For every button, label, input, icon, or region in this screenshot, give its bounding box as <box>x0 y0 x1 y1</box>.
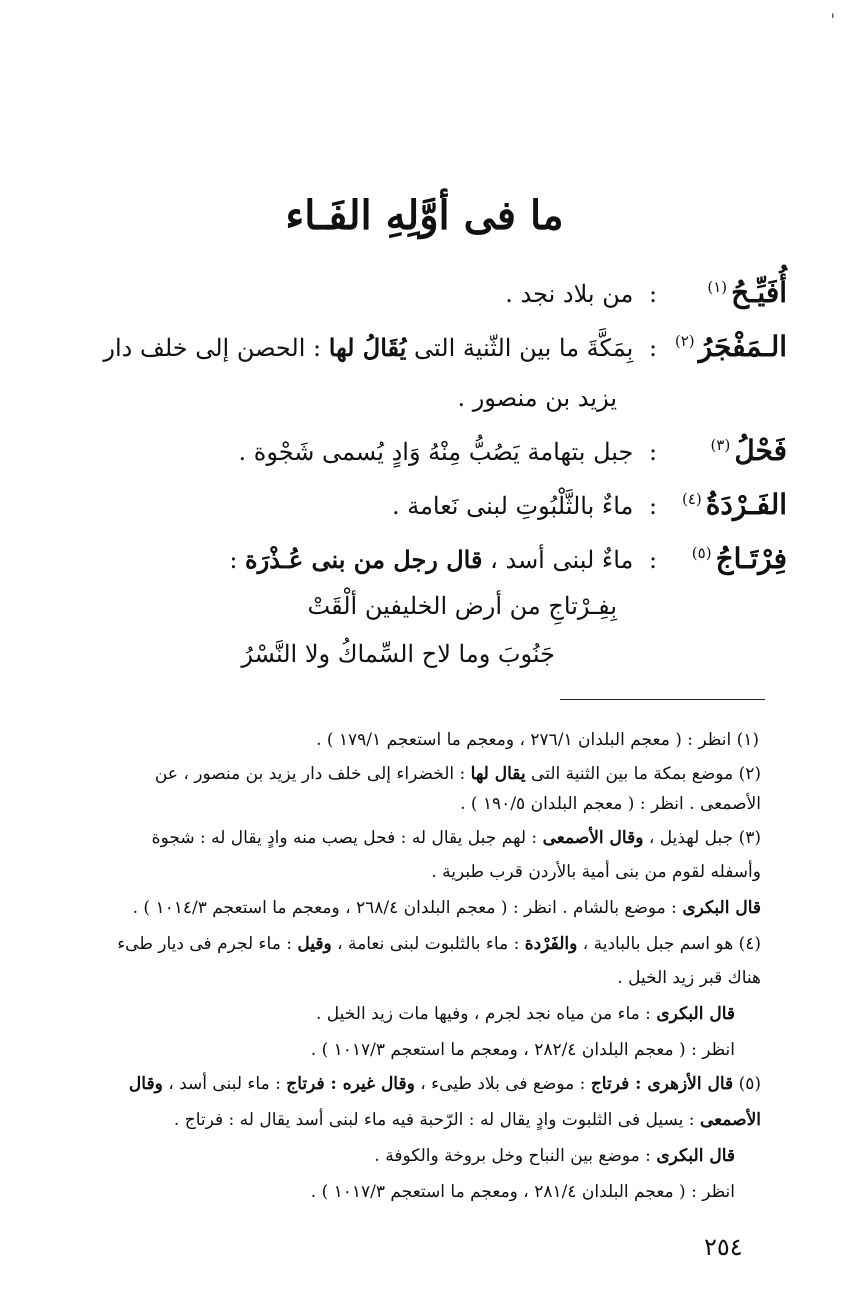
footnote-4-ref: انظر : ( معجم البلدان ٢٨٢/٤ ، ومعجم ما استعجم ١٠١٧/٣ ) . <box>310 1040 735 1060</box>
footnote-ref: (١) <box>707 277 728 296</box>
entry-firtaj <box>57 542 787 575</box>
entry-headword: أُفَيِّـحُ$^{(١)}$ <box>707 276 787 309</box>
footnote-5-bakri: قال البكرى : موضع بين النباح وخل بروخة والكوفة . <box>374 1146 735 1166</box>
footnote-ref: (٢) <box>674 331 695 350</box>
footnote-ref: (٤) <box>681 489 702 508</box>
entry-headword: فِرْتَـاجُ$^{(٥)}$ <box>691 542 787 575</box>
footnote-5: (٥) قال الأزهرى : فرتاج : موضع فى بلاد طيىء ، وقال غيره : فرتاج : ماء لبنى أسد ، وقال <box>128 1074 761 1094</box>
footnote-2-cont: الأصمعى . انظر : ( معجم البلدان ١٩٠/٥ ) . <box>460 794 761 814</box>
entry-text: ماءٌ لبنى أسد ، <box>482 546 634 574</box>
entry-colon: : <box>648 438 658 466</box>
entry-colon: : <box>648 492 658 520</box>
verse-line-1: بِفِـرْتاجِ من أرض الخليفين ألْقَتْ <box>307 592 617 620</box>
footnote-ref: (٣) <box>710 435 731 454</box>
footnote-4-bakri: قال البكرى : ماء من مياه نجد لجرم ، وفيها مات زيد الخيل . <box>315 1004 735 1024</box>
entry-headword: فَحْلُ$^{(٣)}$ <box>710 434 787 467</box>
footnote-5-asmai: الأصمعى : يسيل فى الثلبوت وادٍ يقال له : الرّحبة فيه ماء لبنى أسد يقال له : فرتاج . <box>173 1110 761 1130</box>
footnote-2: (٢) موضع بمكة ما بين الثنية التى يقال لها : الخضراء إلى خلف دار يزيد بن منصور ، عن <box>154 764 761 784</box>
entry-text: من بلاد نجد . <box>505 280 634 308</box>
footnote-3-bakri: قال البكرى : موضع بالشام . انظر : ( معجم البلدان ٢٦٨/٤ ، ومعجم ما استعجم ١٠١٤/٣ ) . <box>132 898 761 918</box>
section-title: ما فى أوَّلِهِ الفَـاء <box>285 192 564 239</box>
footnote-5-ref: انظر : ( معجم البلدان ٢٨١/٤ ، ومعجم ما استعجم ١٠١٧/٣ ) . <box>310 1182 735 1202</box>
entry-continuation: يزيد بن منصور . <box>457 384 617 412</box>
entry-text: جبل بتهامة يَصُبُّ مِنْهُ وَادٍ يُسمى شَجْوة . <box>238 438 634 466</box>
footnote-3-cont: وأسفله لقوم من بنى أمية بالأردن قرب طبرية . <box>431 862 761 882</box>
entry-text: ماءٌ بالثَّلْبُوتِ لبنى نَعامة . <box>391 492 634 520</box>
entry-alfarda <box>57 488 787 521</box>
footnote-4: (٤) هو اسم جبل بالبادية ، والفَرْدة : ماء بالثلبوت لبنى نعامة ، وقيل : ماء لجرم فى ديار طىء <box>117 934 761 954</box>
footnote-separator <box>560 699 765 700</box>
entry-headword: الفَـرْدَةُ$^{(٤)}$ <box>681 488 787 521</box>
corner-mark: ' <box>830 10 835 29</box>
entry-ufayyih <box>57 276 787 309</box>
entry-text: : الحصن إلى خلف دار <box>103 334 329 362</box>
footnote-4-cont: هناك قبر زيد الخيل . <box>617 968 761 988</box>
entry-fahl <box>57 434 787 467</box>
entry-colon: : <box>648 280 658 308</box>
footnote-3: (٣) جبل لهذيل ، وقال الأصمعى : لهم جبل يقال له : فحل يصب منه وادٍ يقال له : شجوة <box>151 828 761 848</box>
verse-line-2: جَنُوبَ وما لاح السِّماكُ ولا النَّسْرُ <box>241 640 555 668</box>
entry-text-bold: قال رجل من بنى عُـذْرَة <box>245 545 483 574</box>
footnote-ref: (٥) <box>691 543 712 562</box>
entry-colon: : <box>648 334 658 362</box>
footnote-1: (١) انظر : ( معجم البلدان ٢٧٦/١ ، ومعجم ما استعجم ١٧٩/١ ) . <box>316 730 759 750</box>
entry-text: : <box>229 546 246 574</box>
page-number: ٢٥٤ <box>704 1233 743 1261</box>
entry-headword: الـمَفْجَرُ$^{(٢)}$ <box>674 330 787 363</box>
entry-almafjar <box>57 330 787 363</box>
entry-text: بِمَكَّةَ ما بين الثّنية التى <box>406 334 634 362</box>
entry-text-bold: يُقَالُ لها <box>328 333 407 362</box>
entry-colon: : <box>648 546 658 574</box>
